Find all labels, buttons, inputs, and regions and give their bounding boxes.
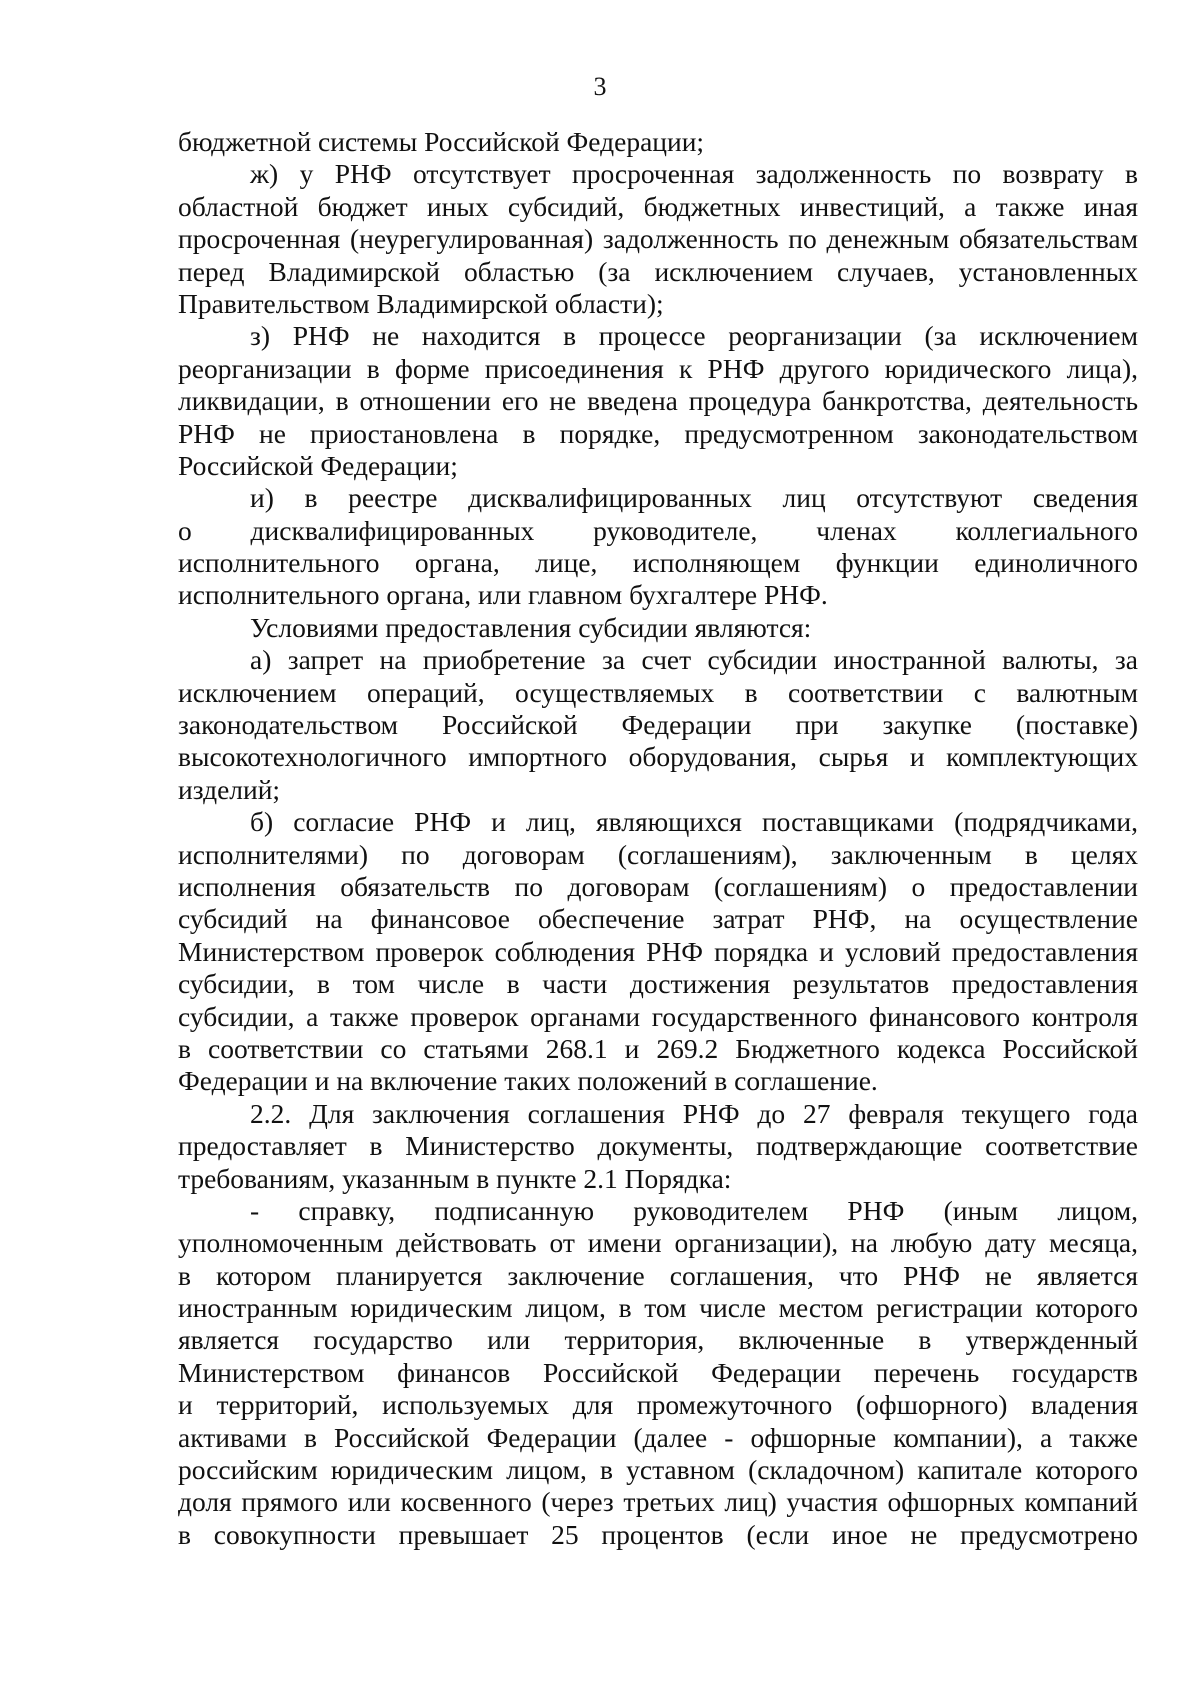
text-line: ж) у РНФ отсутствует просроченная задолженность по возврату в — [250, 158, 1138, 190]
text-line: исполнителями) по договорам (соглашениям), заключенным в целях — [178, 838, 1138, 870]
text-line: высокотехнологичного импортного оборудования, сырья и комплектующих — [178, 741, 1138, 773]
text-line: а) запрет на приобретение за счет субсидии иностранной валюты, за — [250, 644, 1138, 676]
text-line: законодательством Российской Федерации при закупке (поставке) — [178, 709, 1138, 741]
text-line: Министерством финансов Российской Федерации перечень государств — [178, 1356, 1138, 1388]
text-line: Федерации и на включение таких положений в соглашение. — [178, 1065, 878, 1097]
text-line: субсидии, в том числе в части достижения результатов предоставления — [178, 968, 1138, 1000]
text-line: областной бюджет иных субсидий, бюджетных инвестиций, а также иная — [178, 190, 1138, 222]
page-number: 3 — [593, 72, 607, 101]
text-line: иностранным юридическим лицом, в том числе местом регистрации которого — [178, 1292, 1138, 1324]
text-line: и территорий, используемых для промежуточного (офшорного) владения — [178, 1389, 1138, 1421]
text-line: предоставляет в Министерство документы, подтверждающие соответствие — [178, 1130, 1138, 1162]
text-line: о дисквалифицированных руководителе, членах коллегиального — [178, 514, 1138, 546]
text-line: российским юридическим лицом, в уставном (складочном) капитале которого — [178, 1454, 1138, 1486]
text-line: изделий; — [178, 773, 281, 805]
text-line: бюджетной системы Российской Федерации; — [178, 126, 705, 157]
text-line: субсидий на финансовое обеспечение затрат РНФ, на осуществление — [178, 903, 1138, 935]
text-line: 2.2. Для заключения соглашения РНФ до 27 февраля текущего года — [250, 1097, 1138, 1129]
text-line: доля прямого или косвенного (через третьих лиц) участия офшорных компаний — [178, 1486, 1138, 1518]
document-body — [178, 126, 1138, 1551]
text-line: просроченная (неурегулированная) задолженность по денежным обязательствам — [178, 223, 1138, 255]
text-line: требованиям, указанным в пункте 2.1 Порядка: — [178, 1162, 732, 1194]
text-line: исполнения обязательств по договорам (соглашениям) о предоставлении — [178, 870, 1138, 902]
text-line: Министерством проверок соблюдения РНФ порядка и условий предоставления — [178, 935, 1138, 967]
text-line: исполнительного органа, лице, исполняющем функции единоличного — [178, 547, 1138, 579]
text-line: перед Владимирской областью (за исключением случаев, установленных — [178, 255, 1138, 287]
text-line: в совокупности превышает 25 процентов (если иное не предусмотрено — [178, 1518, 1138, 1550]
text-line: ликвидации, в отношении его не введена процедура банкротства, деятельность — [178, 385, 1138, 417]
text-line: - справку, подписанную руководителем РНФ (иным лицом, — [250, 1194, 1138, 1226]
text-line: в соответствии со статьями 268.1 и 269.2 Бюджетного кодекса Российской — [178, 1032, 1138, 1064]
text-line: Условиями предоставления субсидии являются: — [250, 611, 812, 643]
text-line: Российской Федерации; — [178, 449, 458, 481]
text-line: субсидии, а также проверок органами государственного финансового контроля — [178, 1000, 1138, 1032]
text-line: б) согласие РНФ и лиц, являющихся поставщиками (подрядчиками, — [250, 806, 1138, 838]
text-line: Правительством Владимирской области); — [178, 287, 664, 319]
text-line: уполномоченным действовать от имени организации), на любую дату месяца, — [178, 1227, 1138, 1259]
text-line: реорганизации в форме присоединения к РНФ другого юридического лица), — [178, 352, 1138, 384]
text-line: РНФ не приостановлена в порядке, предусмотренном законодательством — [178, 417, 1138, 449]
text-line: исключением операций, осуществляемых в соответствии с валютным — [178, 676, 1138, 708]
text-line: исполнительного органа, или главном бухгалтере РНФ. — [178, 579, 828, 611]
text-line: в котором планируется заключение соглашения, что РНФ не является — [178, 1259, 1138, 1291]
text-line: активами в Российской Федерации (далее - офшорные компании), а также — [178, 1421, 1138, 1453]
text-line: и) в реестре дисквалифицированных лиц отсутствуют сведения — [250, 482, 1138, 514]
text-line: з) РНФ не находится в процессе реорганизации (за исключением — [250, 320, 1138, 352]
text-line: является государство или территория, включенные в утвержденный — [178, 1324, 1138, 1356]
